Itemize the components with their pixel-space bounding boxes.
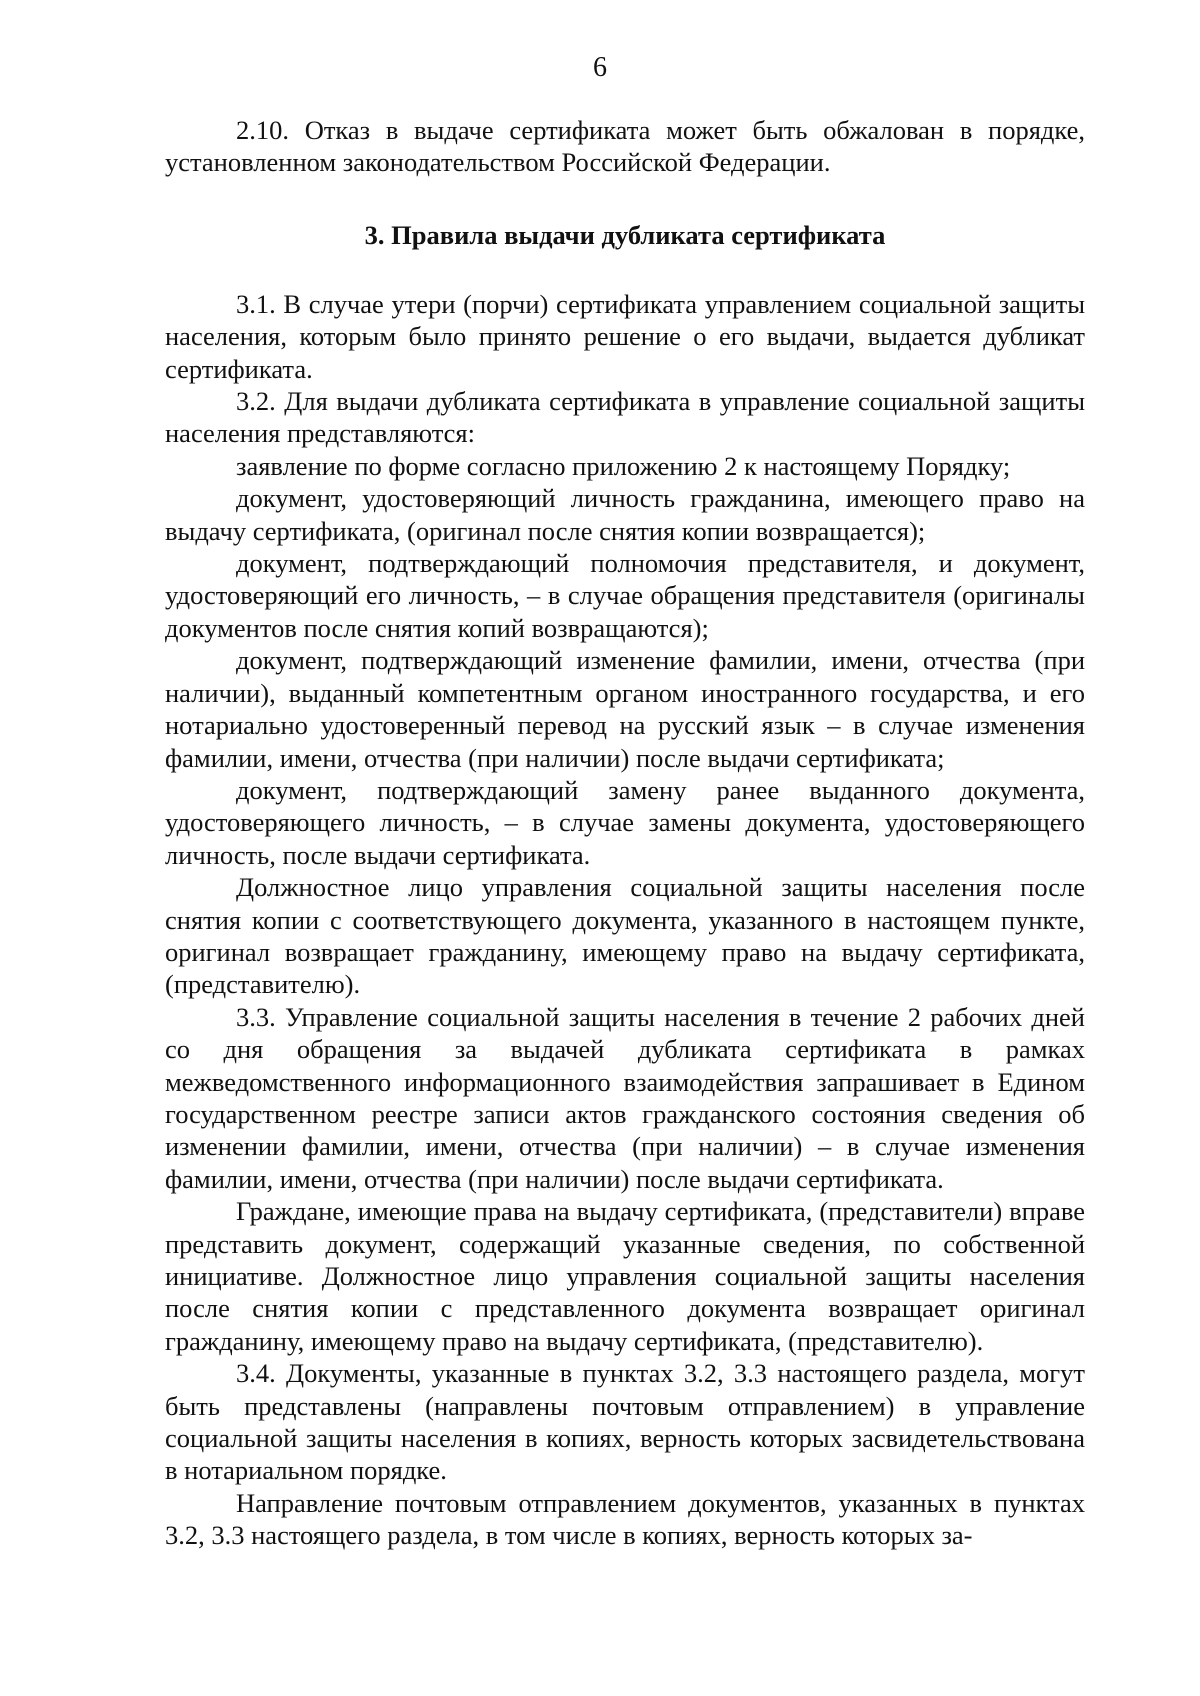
list-item-name-change-document: документ, подтверждающий изменение фамилии, имени, отчества (при наличии), выданный компетентным органом иностранного государства, и его нотариально удостоверенный перевод на русский язык – в случае изменения фамилии, имени, отчества (при наличии) после выдачи сертификата;: [165, 645, 1085, 773]
paragraph-official-returns-original: Должностное лицо управления социальной защиты населения после снятия копии с соответствующего документа, указанного в настоящем пункте, оригинал возвращает гражданину, имеющему право на выдачу сертификата, (представителю).: [165, 872, 1085, 1000]
paragraph-2-10: 2.10. Отказ в выдаче сертификата может быть обжалован в порядке, установленном законодательством Российской Федерации.: [165, 115, 1085, 178]
list-item-representative-document: документ, подтверждающий полномочия представителя, и документ, удостоверяющий его личность, – в случае обращения представителя (оригиналы документов после снятия копий возвращаются);: [165, 548, 1085, 643]
section-heading: 3. Правила выдачи дубликата сертификата: [364, 219, 886, 250]
page-number: 6: [593, 52, 607, 83]
paragraph-3-2: 3.2. Для выдачи дубликата сертификата в управление социальной защиты населения представляются:: [165, 386, 1085, 449]
paragraph-3-1: 3.1. В случае утери (порчи) сертификата управлением социальной защиты населения, которым было принято решение о его выдачи, выдается дубликат сертификата.: [165, 288, 1085, 384]
paragraph-postal-sending: Направление почтовым отправлением документов, указанных в пунктах 3.2, 3.3 настоящего раздела, в том числе в копиях, верность которых за-: [165, 1487, 1085, 1551]
document-body: [165, 114, 1085, 1552]
list-item-replacement-document: документ, подтверждающий замену ранее выданного документа, удостоверяющего личность, – в случае замены документа, удостоверяющего личность, после выдачи сертификата.: [165, 774, 1085, 870]
list-item-application: заявление по форме согласно приложению 2 к настоящему Порядку;: [236, 450, 1011, 481]
paragraph-3-3: 3.3. Управление социальной защиты населения в течение 2 рабочих дней со дня обращения за выдачей дубликата сертификата в рамках межведомственного информационного взаимодействия запрашивает в Едином государственном реестре записи актов гражданского состояния сведения об изменении фамилии, имени, отчества (при наличии) – в случае изменения фамилии, имени, отчества (при наличии) после выдачи сертификата.: [165, 1001, 1085, 1194]
paragraph-citizens-right: Граждане, имеющие права на выдачу сертификата, (представители) вправе представить документ, содержащий указанные сведения, по собственной инициативе. Должностное лицо управления социальной защиты населения после снятия копии с представленного документа возвращает оригинал гражданину, имеющему право на выдачу сертификата, (представителю).: [165, 1196, 1085, 1356]
paragraph-3-4: 3.4. Документы, указанные в пунктах 3.2, 3.3 настоящего раздела, могут быть представлены (направлены почтовым отправлением) в управление социальной защиты населения в копиях, верность которых засвидетельствована в нотариальном порядке.: [165, 1358, 1085, 1486]
list-item-identity-document: документ, удостоверяющий личность гражданина, имеющего право на выдачу сертификата, (оригинал после снятия копии возвращается);: [165, 483, 1085, 546]
